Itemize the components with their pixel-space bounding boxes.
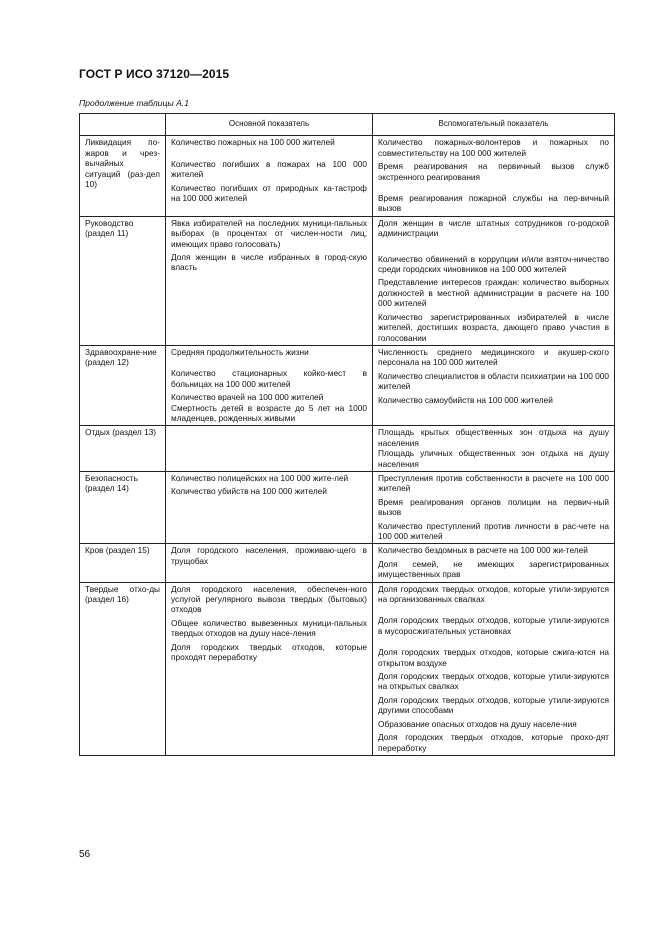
main-indicator: Явка избирателей на последних муници-пальных выборах (в процентах от числен-ности лиц, имеющих право голосовать) [171, 217, 367, 249]
main-indicators-cell [166, 471, 373, 543]
main-indicators-cell [166, 544, 373, 582]
main-indicator: Количество убийств на 100 000 жителей [171, 486, 327, 497]
main-indicator: Средняя продолжительность жизни [171, 346, 309, 357]
table-row [80, 136, 615, 216]
aux-indicator: Образование опасных отходов на душу населе-ния [378, 718, 577, 729]
section-cell [80, 426, 166, 472]
aux-indicator: Доля городских твердых отходов, которые утили-зируются на организованных свалках [378, 583, 609, 605]
table-row [80, 544, 615, 582]
section-label: Твердые отхо-ды (раздел 16) [85, 583, 160, 605]
main-indicator: Доля женщин в числе избранных в город-скую власть [171, 252, 367, 273]
aux-indicator: Доля городских твердых отходов, которые сжига-ются на открытом воздухе [378, 647, 609, 668]
aux-indicator: Количество зарегистрированных избирателей в числе жителей, достигших возраста, дающего право участия в голосовании [378, 311, 609, 343]
aux-indicator: Доля семей, не имеющих зарегистрированных имущественных прав [378, 558, 609, 580]
main-indicator: Количество пожарных на 100 000 жителей [171, 137, 335, 148]
main-indicators-cell [166, 345, 373, 425]
aux-indicator: Представление интересов граждан: количество выборных должностей в местной администрации в расчете на 100 000 жителей [378, 277, 609, 309]
aux-indicator: Преступления против собственности в расчете на 100 000 жителей [378, 472, 609, 494]
aux-indicators-cell [373, 136, 615, 216]
section-label: Здравоохране-ние (раздел 12) [85, 346, 157, 368]
section-cell [80, 582, 166, 755]
table-header-row [80, 114, 615, 136]
aux-indicator: Площадь крытых общественных зон отдыха на душу населения [378, 427, 609, 448]
aux-indicator: Время реагирования пожарной службы на пер-вичный вызов [378, 193, 609, 214]
main-indicator: Смертность детей в возрасте до 5 лет на 1000 младенцев, рожденных живыми [171, 402, 367, 423]
aux-indicator: Количество бездомных в расчете на 100 000 жи-телей [378, 545, 588, 556]
main-indicators-cell [166, 136, 373, 216]
table-row [80, 582, 615, 755]
aux-indicators-cell [373, 544, 615, 582]
aux-indicator: Численность среднего медицинского и акушер-ского персонала на 100 000 жителей [378, 346, 609, 368]
main-indicators-cell [166, 216, 373, 345]
aux-indicator: Доля городских твердых отходов, которые утили-зируются другими способами [378, 694, 609, 716]
document-header: ГОСТ Р ИСО 37120—2015 [79, 67, 230, 81]
page-number: 56 [79, 849, 91, 860]
header-aux-indicator: Вспомогательный показатель [373, 114, 615, 136]
main-indicators-cell [166, 426, 373, 472]
section-label: Ликвидация по-жаров и чрез-вычайных ситуаций (раз-дел 10) [85, 137, 160, 190]
section-cell [80, 136, 166, 216]
table-row [80, 345, 615, 425]
aux-indicators-cell [373, 345, 615, 425]
indicators-table [79, 113, 615, 756]
main-indicator: Количество погибших от природных ка-тастроф на 100 000 жителей [171, 182, 367, 204]
table-caption: Продолжение таблицы А.1 [79, 98, 189, 108]
aux-indicator: Количество преступлений против личности в рас-чете на 100 000 жителей [378, 520, 609, 541]
table-row [80, 471, 615, 543]
aux-indicator: Доля городских твердых отходов, которые утили-зируются в мусоросжигательных установках [378, 615, 609, 636]
aux-indicator: Доля городских твердых отходов, которые прохо-дят переработку [378, 732, 609, 753]
main-indicator: Доля городского населения, проживаю-щего в трущобах [171, 545, 367, 566]
main-indicator: Доля городских твердых отходов, которые проходят переработку [171, 641, 367, 663]
aux-indicator: Доля женщин в числе штатных сотрудников го-родской администрации [378, 217, 609, 239]
section-label: Кров (раздел 15) [85, 545, 150, 556]
main-indicator: Количество врачей на 100 000 жителей [171, 392, 324, 403]
main-indicators-cell [166, 582, 373, 755]
aux-indicators-cell [373, 216, 615, 345]
aux-indicator: Время реагирования на первичный вызов служб экстренного реагирования [378, 161, 609, 182]
main-indicator: Количество погибших в пожарах на 100 000 жителей [171, 158, 367, 180]
aux-indicators-cell [373, 471, 615, 543]
section-label: Руководство (раздел 11) [85, 217, 134, 239]
section-cell [80, 345, 166, 425]
section-cell [80, 216, 166, 345]
aux-indicator: Доля городских твердых отходов, которые утили-зируются на открытых свалках [378, 671, 609, 692]
aux-indicator: Количество самоубийств на 100 000 жителей [378, 394, 553, 405]
aux-indicator: Количество пожарных-волонтеров и пожарных по совместительству на 100 000 жителей [378, 137, 609, 158]
aux-indicator: Время реагирования органов полиции на первич-ный вызов [378, 496, 609, 518]
header-section [80, 114, 166, 136]
section-cell [80, 544, 166, 582]
table-row [80, 426, 615, 472]
table-row [80, 216, 615, 345]
main-indicator: Общее количество вывезенных муници-пальных твердых отходов на душу насе-ления [171, 617, 367, 639]
header-main-indicator: Основной показатель [166, 114, 373, 136]
aux-indicators-cell [373, 582, 615, 755]
aux-indicator: Площадь уличных общественных зон отдыха на душу населения [378, 448, 609, 469]
aux-indicator: Количество специалистов в области психиатрии на 100 000 жителей [378, 370, 609, 392]
section-label: Отдых (раздел 13) [85, 427, 157, 438]
section-label: Безопасность (раздел 14) [85, 472, 138, 494]
aux-indicators-cell [373, 426, 615, 472]
aux-indicator: Количество обвинений в коррупции и/или взяточ-ничество среди городских чиновников на 100 000 жителей [378, 253, 609, 275]
main-indicator: Количество полицейских на 100 000 жите-лей [171, 472, 349, 483]
main-indicator: Количество стационарных койко-мест в больницах на 100 000 жителей [171, 368, 367, 389]
section-cell [80, 471, 166, 543]
main-indicator: Доля городского населения, обеспечен-ного услугой регулярного вывоза твердых (бытовых) отходов [171, 583, 367, 615]
